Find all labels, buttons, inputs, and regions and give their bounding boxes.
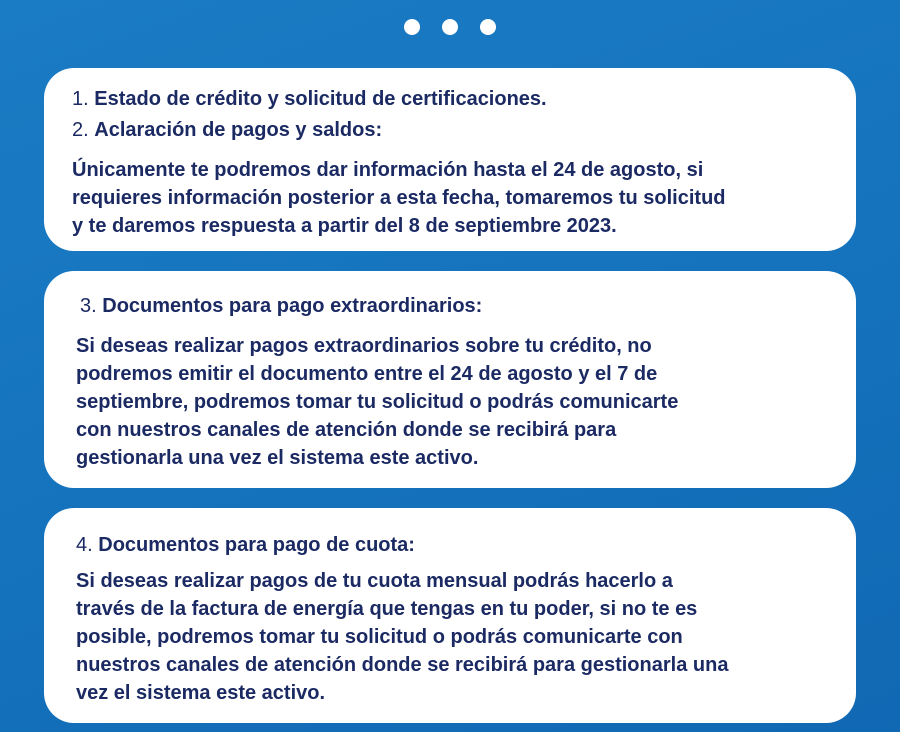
text-line: con nuestros canales de atención donde se recibirá para <box>76 419 617 441</box>
item-title: Documentos para pago de cuota: <box>98 534 415 556</box>
item-3-description <box>76 332 678 472</box>
text-line: través de la factura de energía que tengas en tu poder, si no te es <box>76 598 698 620</box>
item-title: Estado de crédito y solicitud de certificaciones. <box>94 88 547 110</box>
item-number: 1. <box>72 88 89 110</box>
dot-icon <box>404 19 420 35</box>
text-line: nuestros canales de atención donde se recibirá para gestionarla una <box>76 654 729 676</box>
text-line: posible, podremos tomar tu solicitud o podrás comunicarte con <box>76 626 683 648</box>
text-line: gestionarla una vez el sistema este activo. <box>76 447 479 469</box>
item-number: 4. <box>76 534 93 556</box>
dot-icon <box>442 19 458 35</box>
item-1 <box>72 86 547 112</box>
item-3 <box>80 293 482 319</box>
text-line: y te daremos respuesta a partir del 8 de septiembre 2023. <box>72 215 617 237</box>
text-line: vez el sistema este activo. <box>76 682 326 704</box>
pagination-dots <box>0 19 900 40</box>
info-card-2 <box>44 271 856 488</box>
info-card-1 <box>44 68 856 251</box>
text-line: Si deseas realizar pagos de tu cuota mensual podrás hacerlo a <box>76 570 673 592</box>
item-number: 2. <box>72 119 89 141</box>
item-2 <box>72 117 382 143</box>
text-line: requieres información posterior a esta fecha, tomaremos tu solicitud <box>72 187 726 209</box>
item-number: 3. <box>80 295 97 317</box>
item-title: Aclaración de pagos y saldos: <box>94 119 383 141</box>
item-2-description <box>72 156 726 240</box>
dot-icon <box>480 19 496 35</box>
text-line: Únicamente te podremos dar información hasta el 24 de agosto, si <box>72 159 704 181</box>
text-line: septiembre, podremos tomar tu solicitud o podrás comunicarte <box>76 391 679 413</box>
info-card-3 <box>44 508 856 723</box>
item-title: Documentos para pago extraordinarios: <box>102 295 483 317</box>
text-line: Si deseas realizar pagos extraordinarios sobre tu crédito, no <box>76 335 652 357</box>
item-4 <box>76 532 415 558</box>
text-line: podremos emitir el documento entre el 24 de agosto y el 7 de <box>76 363 658 385</box>
item-4-description <box>76 567 728 707</box>
